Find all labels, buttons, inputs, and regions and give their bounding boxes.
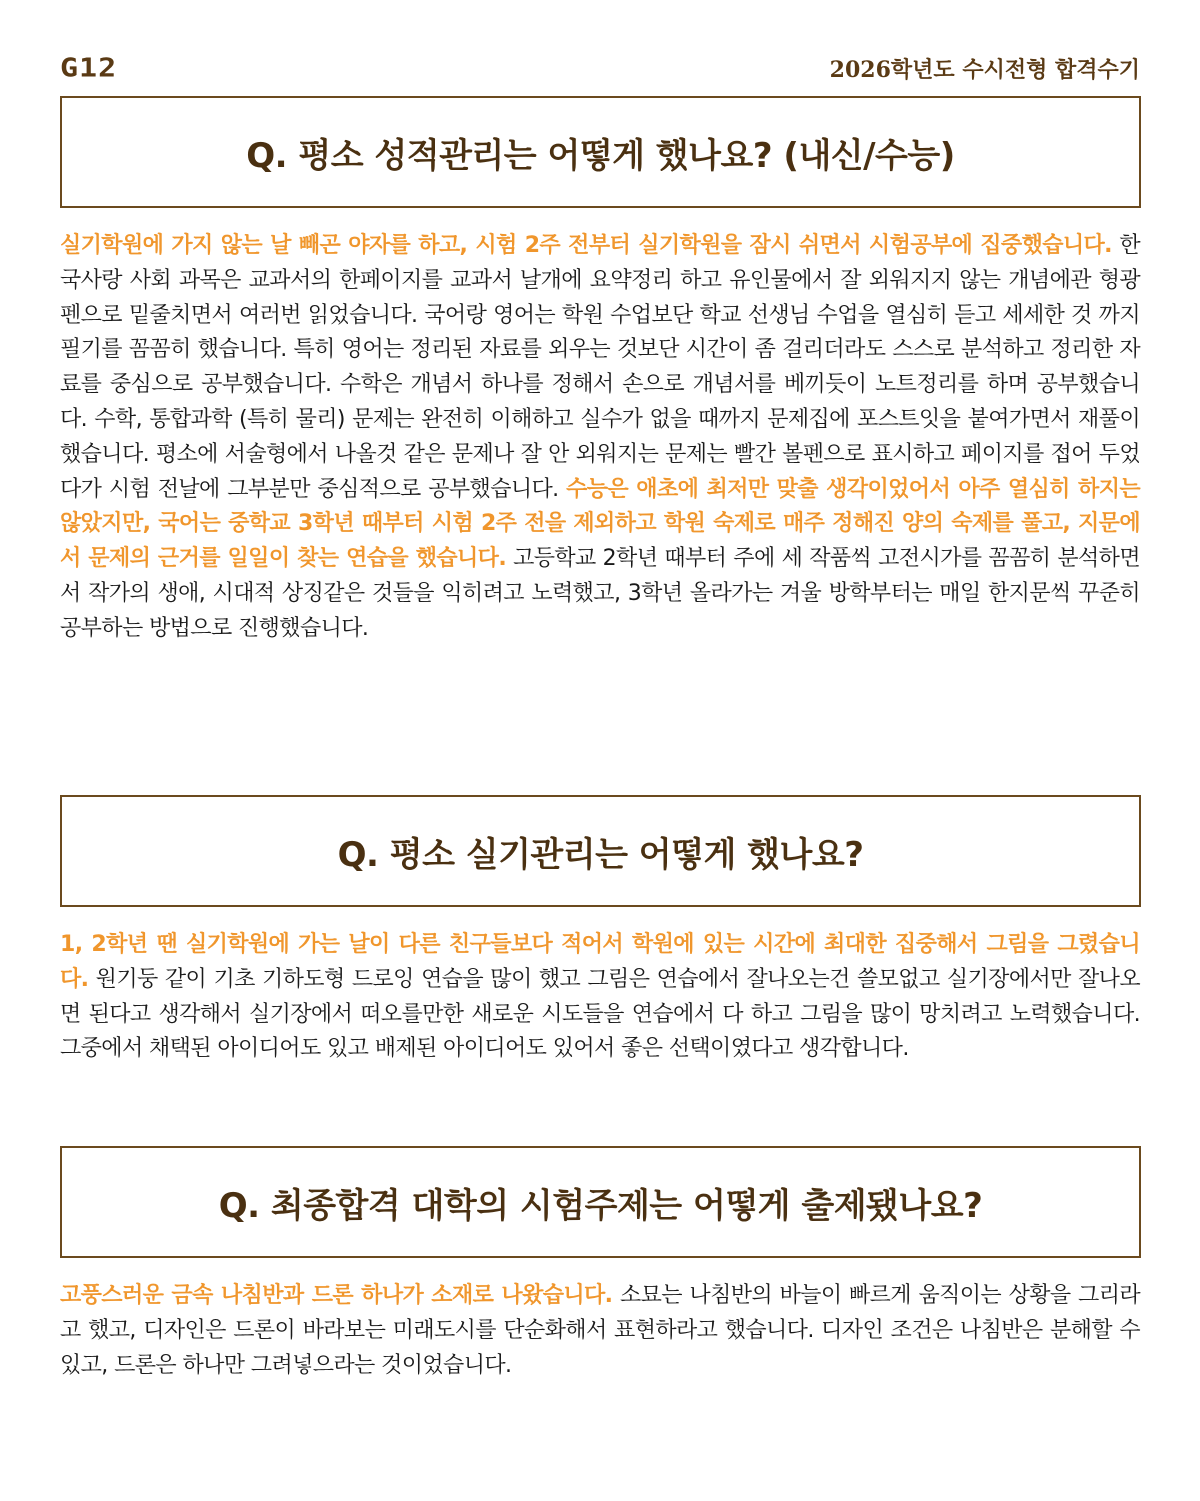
answer-paragraph-practice (60, 928, 1140, 1067)
brand-logo: G12 (60, 53, 118, 83)
header-title: 2026학년도 수시전형 합격수기 (829, 56, 1140, 83)
question-box-grades (60, 96, 1141, 208)
answer-highlight: 고풍스러운 금속 나침반과 드론 하나가 소재로 나왔습니다. (60, 1283, 613, 1308)
answer-highlight: 수능은 애초에 최저만 맞출 생각이었어서 아주 열심히 하지는 않았지만, 국어는 중학교 3학년 때부터 시험 2주 전을 제외하고 학원 숙제로 매주 정해진 양의 숙제를 풀고, 지문에서 문제의 근거를 일일이 찾는 연습을 했습니다. (60, 476, 1140, 572)
answer-text: 한국사랑 사회 과목은 교과서의 한페이지를 교과서 날개에 요약정리 하고 유인물에서 잘 외워지지 않는 개념에관 형광펜으로 밑줄치면서 여러번 읽었습니다. 국어랑 영어는 학원 수업보단 학교 선생님 수업을 열심히 듣고 세세한 것 까지 필기를 꼼꼼히 했습니다. 특히 영어는 정리된 자료를 외우는 것보단 시간이 좀 걸리더라도 스스로 분석하고 정리한 자료를 중심으로 공부했습니다. 수학은 개념서 하나를 정해서 손으로 개념서를 베끼듯이 노트정리를 하며 공부했습니다. 수학, 통합과학 (특히 물리) 문제는 완전히 이해하고 실수가 없을 때까지 문제집에 포스트잇을 붙여가면서 재풀이했습니다. 평소에 서술형에서 나올것 같은 문제나 잘 안 외워지는 문제는 빨간 볼펜으로 표시하고 페이지를 접어 두었다가 시험 전날에 그부분만 중심적으로 공부했습니다. (60, 233, 1140, 502)
answer-highlight: 실기학원에 가지 않는 날 빼곤 야자를 하고, 시험 2주 전부터 실기학원을 잠시 쉬면서 시험공부에 집중했습니다. (60, 233, 1112, 258)
question-title: Q. 최종합격 대학의 시험주제는 어떻게 출제됐나요? (218, 1185, 983, 1226)
question-box-practice (60, 795, 1141, 907)
question-title: Q. 평소 실기관리는 어떻게 했나요? (337, 834, 864, 875)
answer-paragraph-grades (60, 229, 1140, 647)
answer-paragraph-exam-topic (60, 1279, 1140, 1383)
answer-text: 고등학교 2학년 때부터 주에 세 작품씩 고전시가를 꼼꼼히 분석하면서 작가의 생애, 시대적 상징같은 것들을 익히려고 노력했고, 3학년 올라가는 겨울 방학부터는 매일 한지문씩 꾸준히 공부하는 방법으로 진행했습니다. (60, 546, 1140, 641)
answer-highlight: 1, 2학년 땐 실기학원에 가는 날이 다른 친구들보다 적어서 학원에 있는 시간에 최대한 집중해서 그림을 그렸습니다. (60, 932, 1140, 992)
question-box-exam-topic (60, 1146, 1141, 1258)
answer-text: 원기둥 같이 기초 기하도형 드로잉 연습을 많이 했고 그림은 연습에서 잘나오는건 쓸모없고 실기장에서만 잘나오면 된다고 생각해서 실기장에서 떠오를만한 새로운 시도들을 연습에서 다 하고 그림을 많이 망치려고 노력했습니다. 그중에서 채택된 아이디어도 있고 배제된 아이디어도 있어서 좋은 선택이였다고 생각합니다. (60, 966, 1140, 1062)
question-title: Q. 평소 성적관리는 어떻게 했나요? (내신/수능) (246, 135, 955, 176)
page-header (60, 48, 1140, 88)
answer-text: 소묘는 나침반의 바늘이 빠르게 움직이는 상황을 그리라고 했고, 디자인은 드론이 바라보는 미래도시를 단순화해서 표현하라고 했습니다. 디자인 조건은 나침반은 분해할 수 있고, 드론은 하나만 그려넣으라는 것이었습니다. (60, 1283, 1140, 1378)
